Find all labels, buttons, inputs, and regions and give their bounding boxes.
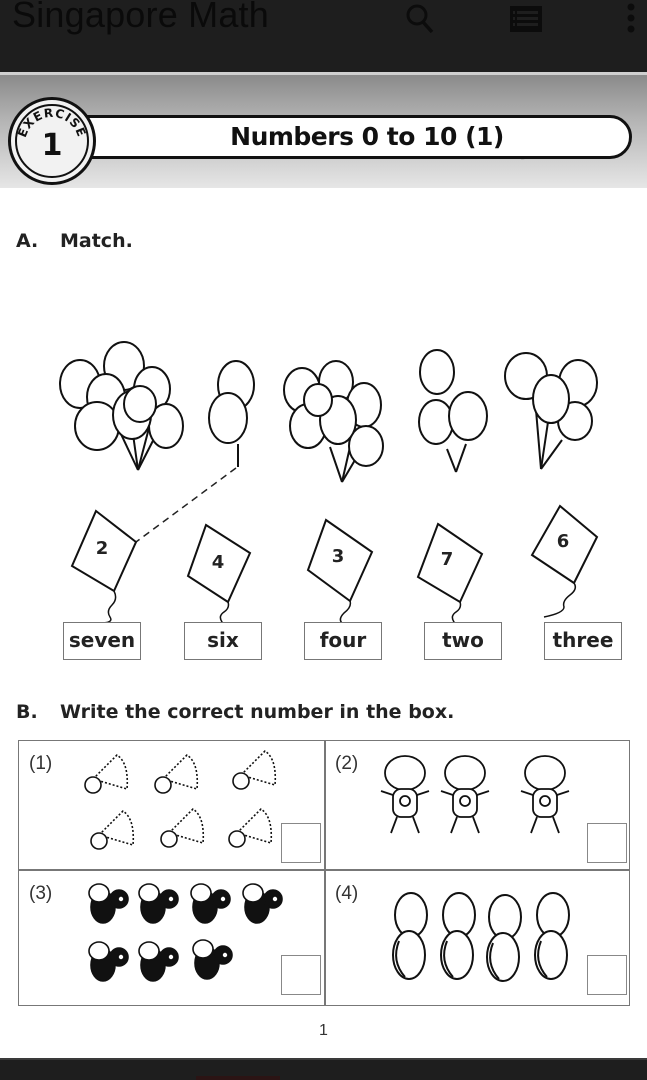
badge-word: EXERCISE [15,105,89,140]
shuttlecock-icons [19,741,325,869]
kite-number-4: 7 [440,549,454,570]
title-pill [62,115,632,159]
section-b-instruction: Write the correct number in the box. [60,701,455,723]
exercise-badge [8,97,96,185]
balloon-group-2 [209,361,254,467]
balloon-group-3 [284,361,383,482]
section-a-instruction: Match. [60,230,133,252]
worksheet-page[interactable] [0,72,647,1058]
answer-box-1[interactable] [281,823,321,863]
word-box-six[interactable]: six [184,622,262,660]
kite-number-3: 3 [331,546,345,567]
kite-number-5: 6 [556,531,570,552]
app-title: Singapore Math [12,0,269,35]
exercise-title: Numbers 0 to 10 (1) [230,122,504,151]
app-bar [0,0,647,70]
word-box-seven[interactable]: seven [63,622,141,660]
answer-box-2[interactable] [587,823,627,863]
question-2 [325,741,631,873]
merlion-icons [325,871,631,1005]
question-3 [19,871,325,1003]
kite-number-2: 4 [211,552,225,573]
question-3-number: (3) [29,883,53,904]
counting-grid [18,740,630,1006]
question-4-number: (4) [335,883,359,904]
section-b-heading [16,701,454,723]
bottom-bar [0,1058,647,1080]
bottom-tab-indicator[interactable] [196,1076,280,1080]
word-box-three[interactable]: three [544,622,622,660]
search-icon[interactable] [402,2,438,34]
kite-number-1: 2 [95,538,109,559]
section-a-label: A. [16,230,39,252]
answer-box-3[interactable] [281,955,321,995]
balloon-group-5 [505,353,597,469]
word-box-two[interactable]: two [424,622,502,660]
page-number: 1 [319,1022,328,1039]
tiger-icons [325,741,631,869]
question-2-number: (2) [335,753,359,774]
list-icon[interactable] [508,2,544,34]
section-a-heading [16,230,133,252]
section-b-label: B. [16,701,38,723]
question-1 [19,741,325,873]
exercise-number: 1 [41,128,63,163]
balloon-group-1 [60,342,183,470]
exercise-banner [0,72,647,188]
match-illustration [0,262,647,622]
answer-box-4[interactable] [587,955,627,995]
question-1-number: (1) [29,753,53,774]
more-vert-icon[interactable] [624,2,638,34]
word-box-four[interactable]: four [304,622,382,660]
question-4 [325,871,631,1003]
bee-icons [19,871,325,1005]
balloon-group-4 [419,350,487,472]
